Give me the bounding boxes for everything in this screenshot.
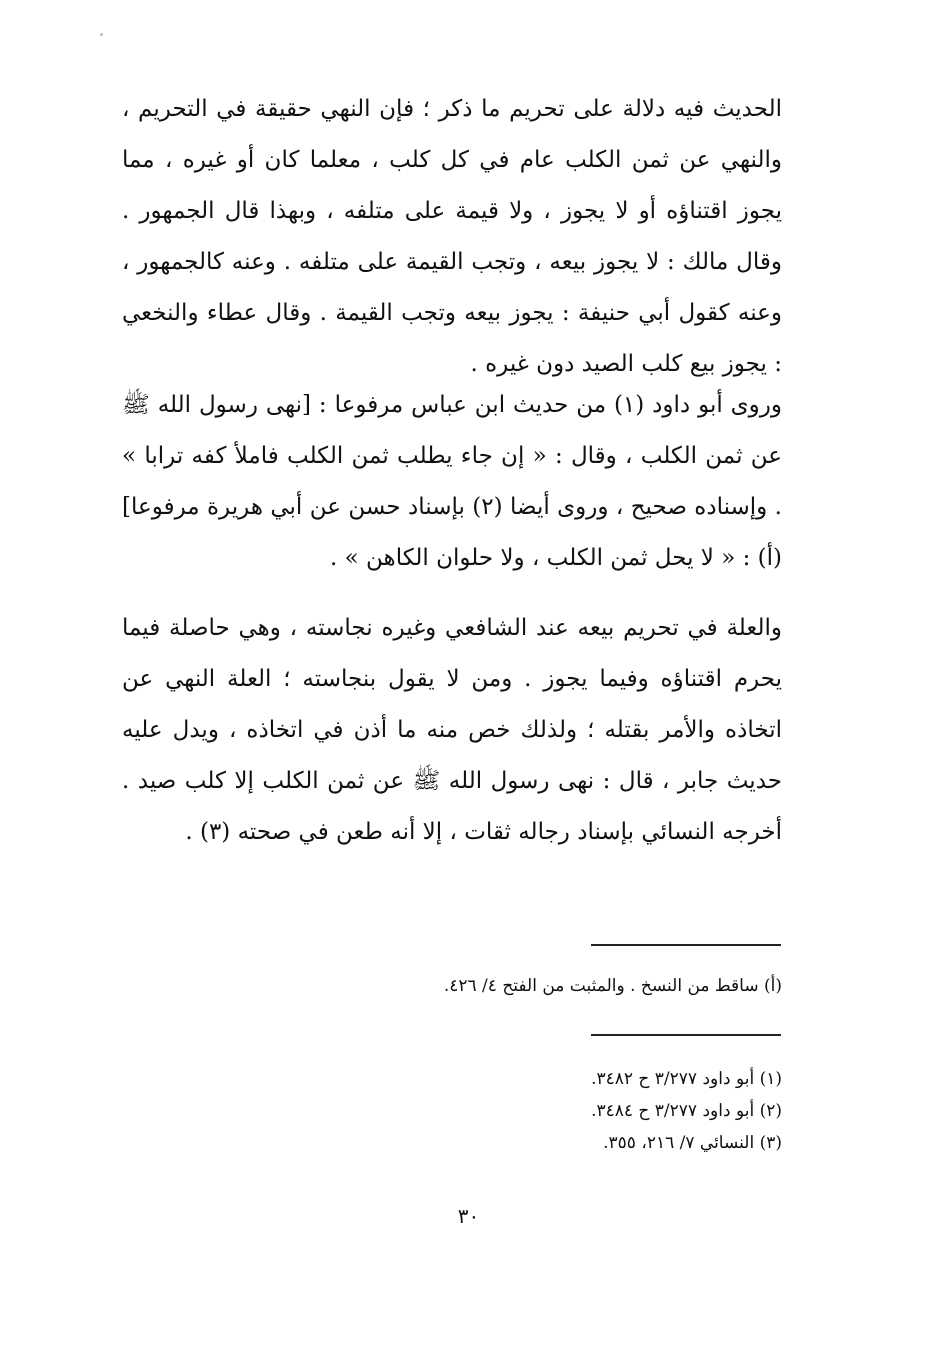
alt-note: (أ) ساقط من النسخ . والمثبت من الفتح ٤/ ٤٢٦.: [443, 976, 782, 996]
footnote-3: (٣) النسائي ٧/ ٢١٦، ٣٥٥.: [603, 1133, 782, 1153]
footnote-2: (٢) أبو داود ٣/٢٧٧ ح ٣٤٨٤.: [591, 1101, 782, 1121]
scan-speck: [100, 33, 103, 36]
footnote-divider: [591, 1034, 781, 1036]
alt-note-divider: [591, 944, 781, 946]
paragraph-2: وروى أبو داود (١) من حديث ابن عباس مرفوعا : [نهى رسول الله ﷺ عن ثمن الكلب ، وقال : « إن جاء يطلب ثمن الكلب فاملأ كفه ترابا » . وإسناده صحيح ، وروى أيضا (٢) بإسناد حسن عن أبي هريرة مرفوعا] (أ) : « لا يحل ثمن الكلب ، ولا حلوان الكاهن » .: [122, 392, 782, 571]
footnotes: [122, 1063, 782, 1159]
paragraph-3: والعلة في تحريم بيعه عند الشافعي وغيره نجاسته ، وهي حاصلة فيما يحرم اقتناؤه وفيما يجوز . ومن لا يقول بنجاسته ؛ العلة النهي عن اتخاذه والأمر بقتله ؛ ولذلك خص منه ما أذن في اتخاذه ، ويدل عليه حديث جابر ، قال : نهى رسول الله ﷺ عن ثمن الكلب إلا كلب صيد . أخرجه النسائي بإسناد رجاله ثقات ، إلا أنه طعن في صحته (٣) .: [122, 615, 782, 845]
page-number: ٣٠: [457, 1204, 480, 1228]
paragraph-1: الحديث فيه دلالة على تحريم ما ذكر ؛ فإن النهي حقيقة في التحريم ، والنهي عن ثمن الكلب عام في كل كلب ، معلما كان أو غيره ، مما يجوز اقتناؤه أو لا يجوز ، ولا قيمة على متلفه ، وبهذا قال الجمهور . وقال مالك : لا يجوز بيعه ، وتجب القيمة على متلفه . وعنه كالجمهور ، وعنه كقول أبي حنيفة : يجوز بيعه وتجب القيمة . وقال عطاء والنخعي : يجوز بيع كلب الصيد دون غيره .: [122, 96, 782, 377]
footnote-1: (١) أبو داود ٣/٢٧٧ ح ٣٤٨٢.: [591, 1069, 782, 1089]
